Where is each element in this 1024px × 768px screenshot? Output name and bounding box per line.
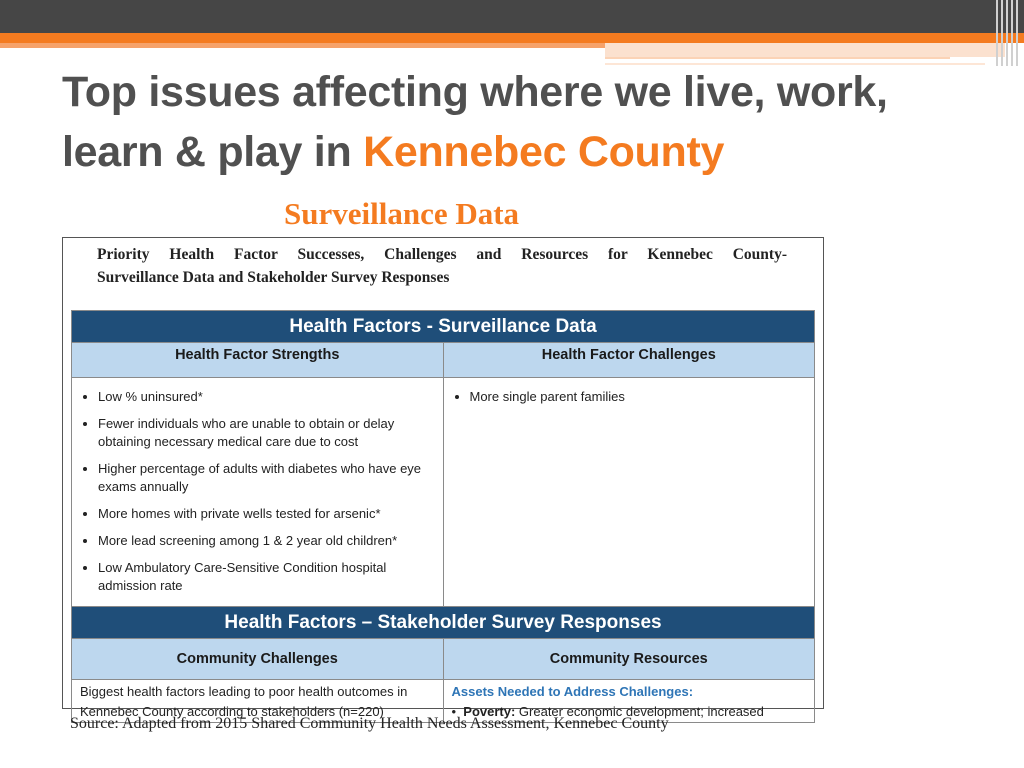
document-heading-line-1: Priority Health Factor Successes, Challenges and Resources for Kennebec County- bbox=[97, 246, 787, 263]
stakeholder-band: Health Factors – Stakeholder Survey Responses bbox=[72, 607, 815, 639]
resources-item: • Poverty: Greater economic development; increased bbox=[451, 704, 764, 719]
resources-item-label: Poverty: bbox=[463, 704, 516, 719]
challenges-cell bbox=[443, 378, 815, 607]
top-accent-line bbox=[605, 57, 950, 59]
slide-subtitle: Surveillance Data bbox=[284, 196, 520, 231]
decor-stripe bbox=[1006, 0, 1008, 66]
source-citation: Source: Adapted from 2015 Shared Community Health Needs Assessment, Kennebec County bbox=[70, 715, 669, 732]
community-resources-header: Community Resources bbox=[443, 639, 815, 680]
title-county: Kennebec County bbox=[363, 128, 725, 176]
list-item: • More homes with private wells tested for arsenic* bbox=[98, 505, 425, 523]
strengths-header: Health Factor Strengths bbox=[72, 343, 444, 378]
list-item: • Low Ambulatory Care-Sensitive Condition hospital admission rate bbox=[98, 559, 425, 595]
top-accent-bar-secondary bbox=[0, 43, 605, 48]
list-item: • Higher percentage of adults with diabetes who have eye exams annually bbox=[98, 460, 425, 496]
surveillance-band: Health Factors - Surveillance Data bbox=[72, 311, 815, 343]
top-accent-fade bbox=[605, 43, 1005, 57]
list-item: • More lead screening among 1 & 2 year old children* bbox=[98, 532, 425, 550]
challenges-list bbox=[444, 388, 815, 406]
community-challenges-header: Community Challenges bbox=[72, 639, 444, 680]
top-accent-bar bbox=[0, 33, 1024, 43]
title-line-1: Top issues affecting where we live, work, bbox=[62, 68, 888, 116]
community-challenges-text: Biggest health factors leading to poor health outcomes in Kennebec County according to stakeholders (n=220) bbox=[80, 684, 408, 719]
strengths-cell bbox=[72, 378, 444, 607]
document-heading-line-2: Surveillance Data and Stakeholder Survey Responses bbox=[97, 269, 450, 286]
decor-stripe bbox=[1001, 0, 1003, 66]
resources-item-text: Greater economic development; increased bbox=[515, 704, 764, 719]
decor-stripe bbox=[996, 0, 998, 66]
slide-title bbox=[62, 62, 962, 182]
list-item: • More single parent families bbox=[470, 388, 797, 406]
challenges-header: Health Factor Challenges bbox=[443, 343, 815, 378]
decor-stripe bbox=[1016, 0, 1018, 66]
list-item: • Fewer individuals who are unable to obtain or delay obtaining necessary medical care due to cost bbox=[98, 415, 425, 451]
assets-label: Assets Needed to Address Challenges: bbox=[451, 684, 694, 699]
health-factors-table bbox=[71, 310, 815, 723]
document-heading bbox=[97, 243, 787, 289]
list-item: • Low % uninsured* bbox=[98, 388, 425, 406]
strengths-list bbox=[72, 388, 443, 595]
title-line-2 bbox=[62, 122, 962, 182]
top-decor-bar bbox=[0, 0, 1024, 33]
document-image bbox=[62, 237, 824, 719]
title-line-2-prefix: learn & play in bbox=[62, 128, 364, 176]
decor-stripe bbox=[1011, 0, 1013, 66]
